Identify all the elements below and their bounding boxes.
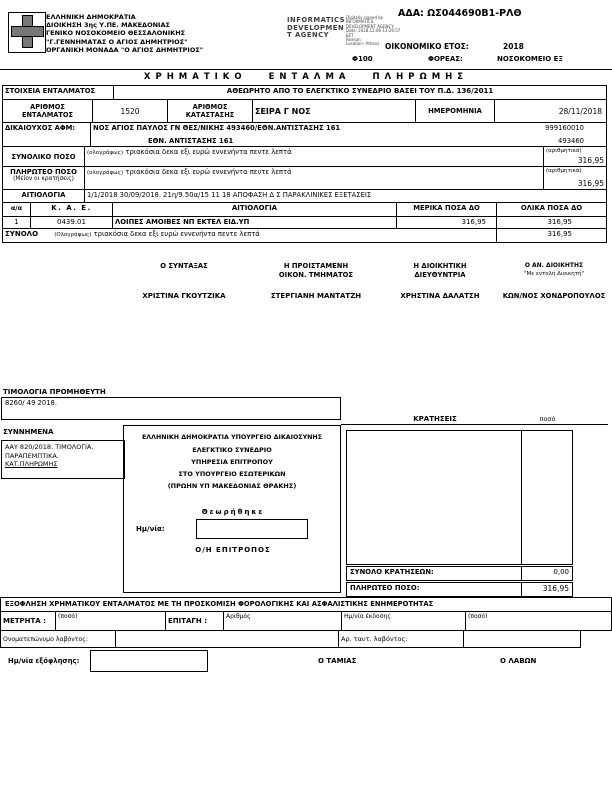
stamp-agency-line: INFORMATICS [287,16,346,24]
signature-title: ΔΙΕΥΘΥΝΤΡΙΑ [414,270,466,279]
sum-label: ΣΥΝΟΛΟ [5,230,39,238]
cashier-signature-label: Ο ΤΑΜΙΑΣ [318,657,357,665]
org-line: ΟΡΓΑΝΙΚΗ ΜΟΝΑΔΑ "Ο ΑΓΙΟΣ ΔΗΜΗΤΡΙΟΣ" [46,45,204,54]
commissioner-line: ΕΛΛΗΝΙΚΗ ΔΗΜΟΚΡΑΤΙΑ ΥΠΟΥΡΓΕΙΟ ΔΙΚΑΙΟΣΥΝΗΣ [141,434,323,441]
commissioner-line: ΣΤΟ ΥΠΟΥΡΓΕΙΟ ΕΣΩΤΕΡΙΚΩΝ [178,470,286,478]
settlement-method-row [0,611,612,631]
attachments-label: ΣΥΝΝΗΜΕΝΑ [3,428,54,436]
recipient-signature-label: Ο ΛΑΒΩΝ [500,657,537,665]
stamp-date-label: Ημ/νία: [136,525,165,533]
stamp-detail-line: DEVELOPMENT AGENCY [346,23,394,29]
cheque-issue-date-field: Ημ/νία έκδοσης [342,612,466,630]
reason-label: ΑΙΤΙΟΛΟΓΙΑ [3,190,85,202]
supplier-invoices-label: ΤΙΜΟΛΟΓΙΑ ΠΡΟΜΗΘΕΥΤΗ [3,388,106,396]
payable-sublabel: (Μείον οι κρατήσεις) [13,176,74,182]
state-number-label: ΑΡΙΘΜΟΣ ΚΑΤΑΣΤΑΣΗΣ [168,100,253,122]
reason-text: 1/1/2018 30/09/2018. 21η/9.50α/15 11 18 ΑΠΟΦΑΣΗ Δ Σ ΠΑΡΑΚΛΙΝΙΚΕΣ ΕΞΕΤΑΣΕΙΣ [87,191,372,199]
signature-col-admin-director [382,262,498,300]
settlement-note: ΕΞΟΦΛΗΣΗ ΧΡΗΜΑΤΙΚΟΥ ΕΝΤΑΛΜΑΤΟΣ ΜΕ ΤΗ ΠΡΟΣΚΟΜΙΣΗ ΦΟΡΟΛΟΓΙΚΗΣ ΚΑΙ ΑΣΦΑΛΙΣΤΙΚΗΣ ΕΝΗΜΕΡΟΤΗΤΑΣ [5,600,434,608]
net-payable-label: ΠΛΗΡΩΤΕΟ ΠΟΣΟ: [347,583,522,596]
cheque-amount-field: (ποσό) [468,613,488,620]
commissioner-line: ΥΠΗΡΕΣΙΑ ΕΠΙΤΡΟΠΟΥ [191,458,273,466]
ada-code: ΑΔΑ: ΩΣ044690Β1-ΡΛΘ [398,8,522,19]
attachment-line: ΠΑΡΑΠΕΜΠΤΙΚΑ. [5,451,59,460]
approved-label: Θεωρήθηκε [201,508,265,516]
payee-label: ΔΙΚΑΙΟΥΧΟΣ ΑΦΜ: [3,123,91,146]
unaudited-note: ΑΘΕΩΡΗΤΟ ΑΠΟ ΤΟ ΕΛΕΓΚΤΙΚΟ ΣΥΝΕΔΡΙΟ ΒΑΣΕΙ ΤΟΥ Π.Δ. 136/2011 [226,87,494,95]
fiscal-year-value: 2018 [503,42,524,51]
kae-header-row [3,203,606,217]
foreas-label: ΦΟΡΕΑΣ: [428,55,463,63]
commissioner-line: ΕΛΕΓΚΤΙΚΟ ΣΥΝΕΔΡΙΟ [192,446,272,454]
commissioner-line: (ΠΡΩΗΝ ΥΠ ΜΑΚΕΔΟΝΙΑΣ ΘΡΑΚΗΣ) [167,482,297,490]
stamp-detail-line: Reason: [346,37,362,43]
signature-col-deputy-governor [498,262,610,300]
payable-amount-value: 316,95 [577,179,604,188]
signature-name: ΧΡΗΣΤΙΝΑ ΔΑΛΑΤΣΗ [400,292,480,300]
deductions-amount-header: ποσό [539,415,556,423]
org-line: ΓΕΝΙΚΟ ΝΟΣΟΚΟΜΕΙΟ ΘΕΣΣΑΛΟΝΙΚΗΣ [46,29,186,38]
payoff-date-field [90,650,208,672]
date-label: ΗΜΕΡΟΜΗΝΙΑ [416,100,495,122]
document-title: ΧΡΗΜΑΤΙΚΟ ΕΝΤΑΛΜΑ ΠΛΗΡΩΜΗΣ [143,72,469,82]
commissioner-signature-label: Ο/Η ΕΠΙΤΡΟΠΟΣ [195,546,271,554]
attachment-line: ΑΑΥ 820/2018. ΤΙΜΟΛΟΓΙΑ. [5,443,94,451]
commissioner-stamp-box [123,425,341,593]
stamp-agency-line: T AGENCY [287,31,330,39]
signature-title: Η ΔΙΟΙΚΗΤΙΚΗ [413,262,467,270]
signature-name: ΧΡΙΣΤΙΝΑ ΓΚΟΥΤΖΙΚΑ [142,292,226,300]
payable-amount-row [3,167,606,190]
numeric-label: (αριθμητικά) [546,148,582,154]
numeric-label: (αριθμητικά) [546,168,582,174]
deductions-divider [341,424,608,425]
series-value: ΣΕΙΡΑ Γ ΝΟΣ [253,100,416,122]
net-payable-row [346,582,573,597]
kae-data-row [3,217,606,229]
total-amount-words: τριακόσια δεκα εξι ευρώ εννενήντα πεντε λεπτά [125,148,292,156]
payable-amount-words: τριακόσια δεκα εξι ευρώ εννενήντα πεντε λεπτά [125,168,292,176]
in-words-label: (ολογράφως) [87,150,124,156]
warrant-number-row [3,100,606,123]
payee-row [3,123,606,147]
foreas-value: ΝΟΣΟΚΟΜΕΙΟ ΕΞ [497,55,563,63]
attachment-line: ΚΑΤ.ΠΛΗΡΩΜΗΣ [5,460,58,468]
deductions-header: ΚΡΑΤΗΣΕΙΣ [413,415,457,423]
cross-horizontal-arm [11,26,44,37]
issuing-organization [46,13,203,54]
stamp-detail-line: Location: Athens [346,41,380,47]
kae-sum-row [3,229,606,242]
kae-col-index: α/α [3,203,31,216]
recipient-name-field [116,631,339,647]
digital-signature-stamp [287,17,345,40]
stamp-detail-line: Date: 2018.12.06 13:26:57 [346,28,401,34]
stamp-detail-line: EET [346,32,354,38]
cheque-number-field: Αριθμός [224,612,342,630]
deductions-sum-row [346,566,573,581]
cash-amount-field: (ποσό) [56,612,166,630]
signature-col-author [118,262,250,300]
cheque-label: ΕΠΙΤΑΓΗ : [166,612,224,630]
recipient-id-label: Αρ. ταυτ. λαβόντος: [339,631,464,647]
total-amount-row [3,147,606,167]
kae-col-partial: ΜΕΡΙΚΑ ΠΟΣΑ ΔΟ [397,203,497,216]
kae-col-kae: Κ. Α. Ε. [31,203,113,216]
stamp-agency-line: DEVELOPMEN [287,23,345,32]
attachments-box [1,440,125,479]
payee-address: ΕΘΝ. ΑΝΤΙΣΤΑΣΗΣ 161 [148,137,234,145]
warrant-table [2,85,607,243]
kae-row-desc: ΛΟΙΠΕΣ ΑΜΟΙΒΕΣ ΝΠ ΕΚΤΕΛ ΕΙΔ.ΥΠ [113,217,397,228]
sum-amount: 316,95 [547,230,572,238]
signature-name: ΚΩΝ/ΝΟΣ ΧΟΝΔΡΟΠΟΥΛΟΣ [502,292,606,300]
kae-col-desc: ΑΙΤΙΟΛΟΓΙΑ [113,203,397,216]
org-line: ΔΙΟΙΚΗΣΗ 3ης Υ.ΠΕ. ΜΑΚΕΔΟΝΙΑΣ [46,21,170,30]
payoff-date-label: Ημ/νία εξόφλησης: [8,657,80,665]
total-amount-value: 316,95 [577,156,604,165]
deductions-sum-value: 0,00 [553,568,569,576]
sum-words: τριακόσια δεκα εξι ευρώ εννενήντα πεντε λεπτά [93,230,260,238]
warrant-number-label: ΑΡΙΘΜΟΣ ΕΝΤΑΛΜΑΤΟΣ [3,100,93,122]
signature-title: Η ΠΡΟΙΣΤΑΜΕΝΗ [283,262,349,270]
org-line: ΕΛΛΗΝΙΚΗ ΔΗΜΟΚΡΑΤΙΑ [46,13,136,21]
payee-code: 493460 [558,137,584,145]
net-payable-value: 316,95 [542,584,569,593]
kae-row-total: 316,95 [547,218,572,226]
payable-label: ΠΛΗΡΩΤΕΟ ΠΟΣΟ [10,168,77,176]
sum-words-label: (Ολογράφως) [54,232,92,238]
signature-title: Ο ΑΝ. ΔΙΟΙΚΗΤΗΣ [524,262,584,269]
cash-label: ΜΕΤΡΗΤΑ : [1,612,56,630]
kae-row-index: 1 [3,217,31,228]
date-value: 28/11/2018 [558,106,602,116]
fiscal-year-label: ΟΙΚΟΝΟΜΙΚΟ ΕΤΟΣ: [385,42,469,51]
recipient-id-field [464,631,580,647]
stamp-date-field [196,519,308,539]
signature-title: ΟΙΚΟΝ. ΤΜΗΜΑΤΟΣ [278,270,354,279]
total-amount-label: ΣΥΝΟΛΙΚΟ ΠΟΣΟ [3,147,85,166]
payee-name: ΝΟΣ ΑΓΙΟΣ ΠΑΥΛΟΣ ΓΝ ΘΕΣ/ΝΙΚΗΣ 493460/ΕΘΝ.ΑΝΤΙΣΤΑΣΗΣ 161 [93,124,341,132]
kae-col-total: ΟΛΙΚΑ ΠΟΣΑ ΔΟ [520,204,583,212]
stamp-detail-line: INFORMATICS [346,19,374,25]
signature-title: Ο ΣΥΝΤΑΞΑΣ [160,262,208,270]
supplier-invoices-value: 8260/ 49 2018. [5,399,58,407]
kae-row-code: 0439.01 [31,217,113,228]
kae-row-partial: 316,95 [397,217,497,228]
signature-subtitle: "Με εντολή Διοικητή" [523,270,585,277]
recipient-row [0,630,581,648]
warrant-header-row [3,86,606,100]
in-words-label: (ολογράφως) [87,170,124,176]
org-line: "Γ.ΓΕΝΝΗΜΑΤΑΣ Ο ΑΓΙΟΣ ΔΗΜΗΤΡΙΟΣ" [46,37,188,46]
header-divider [0,69,612,70]
payee-afm: 999160010 [545,124,584,132]
signatures-block [118,262,610,300]
signature-col-head-finance [250,262,382,300]
warrant-number-value: 1520 [93,100,168,122]
signature-name: ΣΤΕΡΓΙΑΝΗ ΜΑΝΤΑΤΖΗ [270,292,362,300]
deductions-box [346,430,573,565]
settlement-note-row [0,597,612,612]
reason-row [3,190,606,203]
hospital-cross-logo [8,12,46,53]
warrant-section-label: ΣΤΟΙΧΕΙΑ ΕΝΤΑΛΜΑΤΟΣ [3,86,114,99]
supplier-invoices-box [1,397,341,420]
deductions-list-area [347,431,522,564]
f-code: Φ100 [352,55,373,63]
stamp-detail-line: Digitally signed by [346,15,384,20]
recipient-name-label: Ονοματεπώνυμο λαβόντος: [1,631,116,647]
payee-content [91,123,606,146]
deductions-amount-area [522,431,572,564]
deductions-sum-label: ΣΥΝΟΛΟ ΚΡΑΤΗΣΕΩΝ: [347,567,522,580]
